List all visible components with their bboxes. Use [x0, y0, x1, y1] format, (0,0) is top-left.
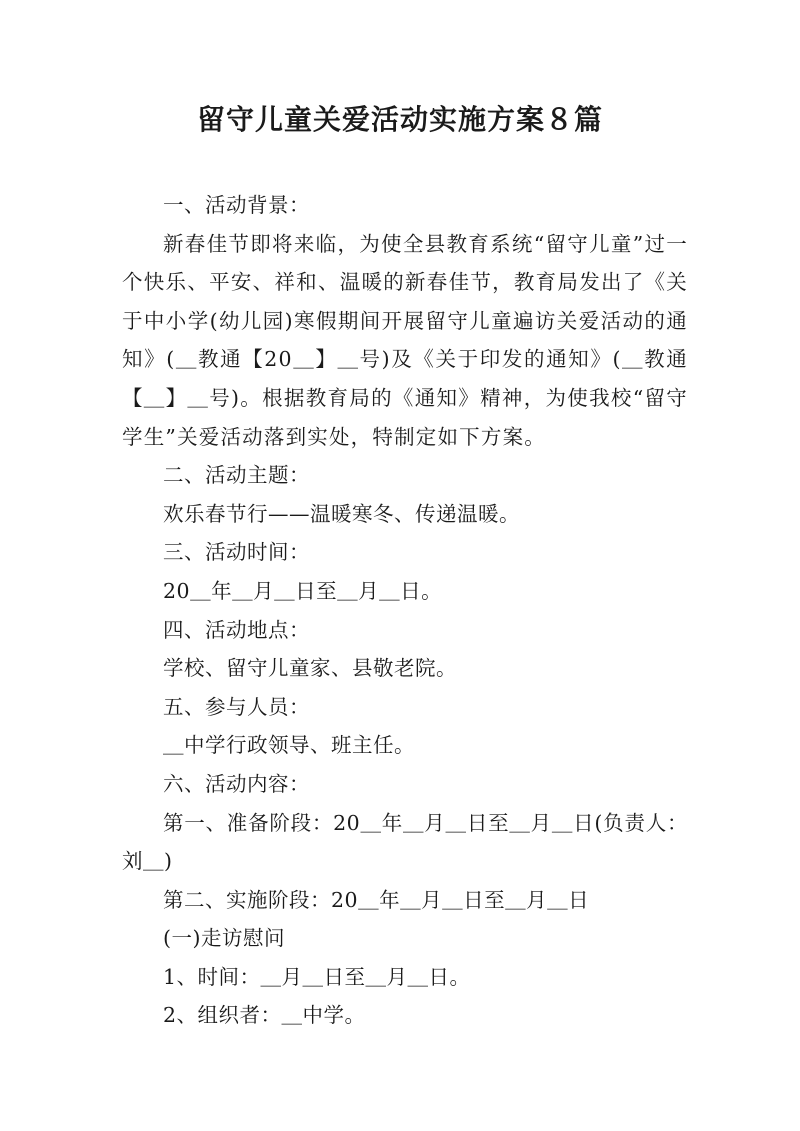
- heading-activity-location: 四、活动地点：: [163, 617, 310, 642]
- paragraph-preparation-stage: 第一、准备阶段：20＿年＿月＿日至＿月＿日(负责人：刘＿): [122, 810, 688, 874]
- paragraph-visit-time: 1、时间：＿月＿日至＿月＿日。: [163, 964, 471, 989]
- paragraph-background-text: 新春佳节即将来临，为使全县教育系统“留守儿童”过一个快乐、平安、祥和、温暖的新春佳节，教育局发出了《关于中小学(幼儿园)寒假期间开展留守儿童遍访关爱活动的通知》(＿教通【20＿】＿号)及《关于印发的通知》(＿教通【＿】＿号)。根据教育局的《通知》精神，为使我校“留守学生”关爱活动落到实处，特制定如下方案。: [122, 231, 688, 449]
- heading-activity-content: 六、活动内容：: [163, 771, 310, 796]
- paragraph-implementation-stage: 第二、实施阶段：20＿年＿月＿日至＿月＿日: [163, 887, 590, 912]
- heading-activity-background: 一、活动背景：: [163, 193, 310, 217]
- paragraph-location-text: 学校、留守儿童家、县敬老院。: [163, 656, 457, 681]
- paragraph-visit-organizer: 2、组织者：＿中学。: [163, 1003, 366, 1028]
- paragraph-time-text: 20＿年＿月＿日至＿月＿日。: [163, 578, 443, 603]
- subheading-visits: (一)走访慰问: [163, 926, 285, 951]
- heading-activity-time: 三、活动时间：: [163, 540, 310, 565]
- heading-activity-theme: 二、活动主题：: [163, 463, 310, 488]
- document-title: 留守儿童关爱活动实施方案８篇: [196, 103, 603, 136]
- paragraph-participants-text: ＿中学行政领导、班主任。: [163, 733, 415, 758]
- paragraph-theme-text: 欢乐春节行——温暖寒冬、传递温暖。: [163, 501, 520, 526]
- document-body: [122, 186, 688, 1035]
- heading-participants: 五、参与人员：: [163, 694, 310, 719]
